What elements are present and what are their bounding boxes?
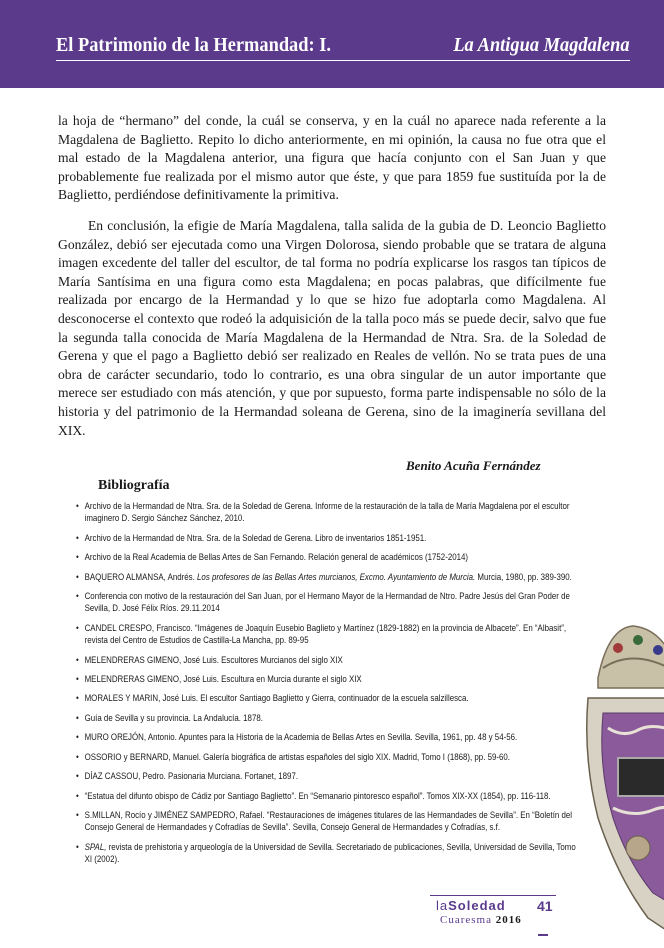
list-item: • DÍAZ CASSOU, Pedro. Pasionaria Murciana. Fortanet, 1897. bbox=[76, 770, 583, 782]
magazine-logo bbox=[436, 898, 506, 913]
article-body bbox=[58, 112, 606, 452]
section-title: La Antigua Magdalena bbox=[453, 34, 630, 56]
page-number: 41 bbox=[537, 898, 553, 914]
page-number-underline bbox=[538, 934, 548, 936]
author-signature: Benito Acuña Fernández bbox=[406, 458, 541, 473]
list-item: • “Estatua del difunto obispo de Cádiz por Santiago Baglietto”. En “Semanario pintoresco español”. Tomos XIX-XX (1854), pp. 116-118. bbox=[76, 790, 583, 802]
list-item: • Conferencia con motivo de la restauración del San Juan, por el Hermano Mayor de la Hermandad de Ntro. Padre Jesús del Gran Poder de Sevilla, D. José Félix Ríos. 29.11.2014 bbox=[76, 590, 583, 615]
header-rule bbox=[56, 60, 630, 61]
list-item-author: BAQUERO ALMANSA, Andrés. bbox=[84, 571, 195, 582]
issue-season: Cuaresma bbox=[440, 914, 492, 926]
list-item: • MORALES Y MARIN, José Luis. El escultor Santiago Baglietto y Gierra, continuador de la escuela salzillesca. bbox=[76, 692, 583, 704]
logo-text-bold: Soledad bbox=[448, 898, 506, 913]
list-item bbox=[76, 841, 583, 866]
header-band bbox=[0, 0, 664, 88]
list-item: • CANDEL CRESPO, Francisco. “Imágenes de Joaquín Eusebio Baglieto y Martínez (1829-1882) en la provincia de Albacete”. En “Albasit”, revista del Centro de Estudios de Castilla-La Mancha, pp. 89-95 bbox=[76, 622, 583, 647]
list-item: • Archivo de la Hermandad de Ntra. Sra. de la Soledad de Gerena. Libro de inventarios 1851-1951. bbox=[76, 532, 583, 544]
issue-label bbox=[440, 914, 522, 926]
list-item: • Guía de Sevilla y su provincia. La Andalucía. 1878. bbox=[76, 712, 583, 724]
bibliography-heading: Bibliografía bbox=[98, 478, 170, 493]
bibliography-list bbox=[76, 500, 583, 873]
list-item-tail: Murcia, 1980, pp. 389-390. bbox=[475, 571, 572, 582]
list-item: • Archivo de la Hermandad de Ntra. Sra. de la Soledad de Gerena. Informe de la restauración de la talla de María Magdalena por el escultor imaginero D. Sergio Sánchez Sánchez, 2010. bbox=[76, 500, 583, 525]
list-item: • MELENDRERAS GIMENO, José Luis. Escultura en Murcia durante el siglo XIX bbox=[76, 673, 583, 685]
list-item-title: SPAL, bbox=[84, 841, 107, 852]
footer-rule bbox=[430, 895, 556, 896]
list-item-tail: revista de prehistoria y arqueología de la Universidad de Sevilla. Secretariado de publicaciones, Sevilla, Universidad de Sevilla, Tomo XI (2002). bbox=[84, 841, 576, 865]
list-item: • S.MILLAN, Rocío y JIMÉNEZ SAMPEDRO, Rafael. “Restauraciones de imágenes titulares de las Hermandades de Sevilla”. En “Boletín del Consejo General de Hermandades y Cofradías de Sevilla”. Sevilla, Consejo General de Hermandades y Cofradías, s.f. bbox=[76, 809, 583, 834]
logo-text-light: la bbox=[436, 898, 449, 913]
list-item bbox=[76, 571, 583, 583]
list-item: • MELENDRERAS GIMENO, José Luis. Escultores Murcianos del siglo XIX bbox=[76, 654, 583, 666]
list-item: • Archivo de la Real Academia de Bellas Artes de San Fernando. Relación general de académicos (1752-2014) bbox=[76, 551, 583, 563]
emblem-crown bbox=[598, 626, 664, 688]
issue-year: 2016 bbox=[495, 914, 522, 926]
page-title: El Patrimonio de la Hermandad: I. bbox=[56, 34, 331, 56]
list-item-title: Los profesores de las Bellas Artes murcianos, Excmo. Ayuntamiento de Murcia. bbox=[197, 571, 476, 582]
paragraph: la hoja de “hermano” del conde, la cuál se conserva, y en la cuál no aparece nada referente a la Magdalena de Baglietto. Repito lo dicho anteriormente, en mi opinión, la causa no fue otra que el mal estado de la Magdalena anterior, una figura que hacía conjunto con el San Juan y que probablemente fue realizada por el mismo autor que éste, y que para 1859 fue sustituída por la de Baglietto, perdiéndose definitivamente la primitiva. bbox=[58, 113, 606, 203]
list-item: • OSSORIO y BERNARD, Manuel. Galería biográfica de artistas españoles del siglo XIX. Madrid, Tomo I (1868), pp. 59-60. bbox=[76, 751, 583, 763]
brotherhood-emblem bbox=[578, 618, 664, 948]
list-item: • MURO OREJÓN, Antonio. Apuntes para la Historia de la Academia de Bellas Artes en Sevilla. Sevilla, 1961, pp. 48 y 54-56. bbox=[76, 731, 583, 743]
emblem-shield bbox=[587, 698, 664, 938]
paragraph: En conclusión, la efigie de María Magdalena, talla salida de la gubia de D. Leoncio Baglietto González, debió ser ejecutada como una Virgen Dolorosa, siendo probable que se tratara de alguna imagen excedente del taller del escultor, de tal forma no podría explicarse los rasgos tan típicos de María Santísima en una figura como esta Magdalena; en pocas palabras, que difícilmente fue realizada por encargo de la Hermandad y lo que se hizo fue adoptarla como Magdalena. Al desconocerse el contexto que rodeó la adquisición de la talla poco más se puede decir, salvo que fue la segunda talla conocida de María Magdalena de la Hermandad de Ntra. Sra. de la Soledad de Gerena y que el pago a Baglietto debió ser realizado en Reales de vellón. No se trata pues de una obra de carácter secundario, todo lo contrario, es una obra singular de un autor importante que merece ser estudiado con más atención, y que por supuesto, forma parte indispensable no sólo de la historia y del patrimonio de la Hermandad soleana de Gerena, sino de la imaginería sevillana del XIX. bbox=[58, 217, 606, 438]
